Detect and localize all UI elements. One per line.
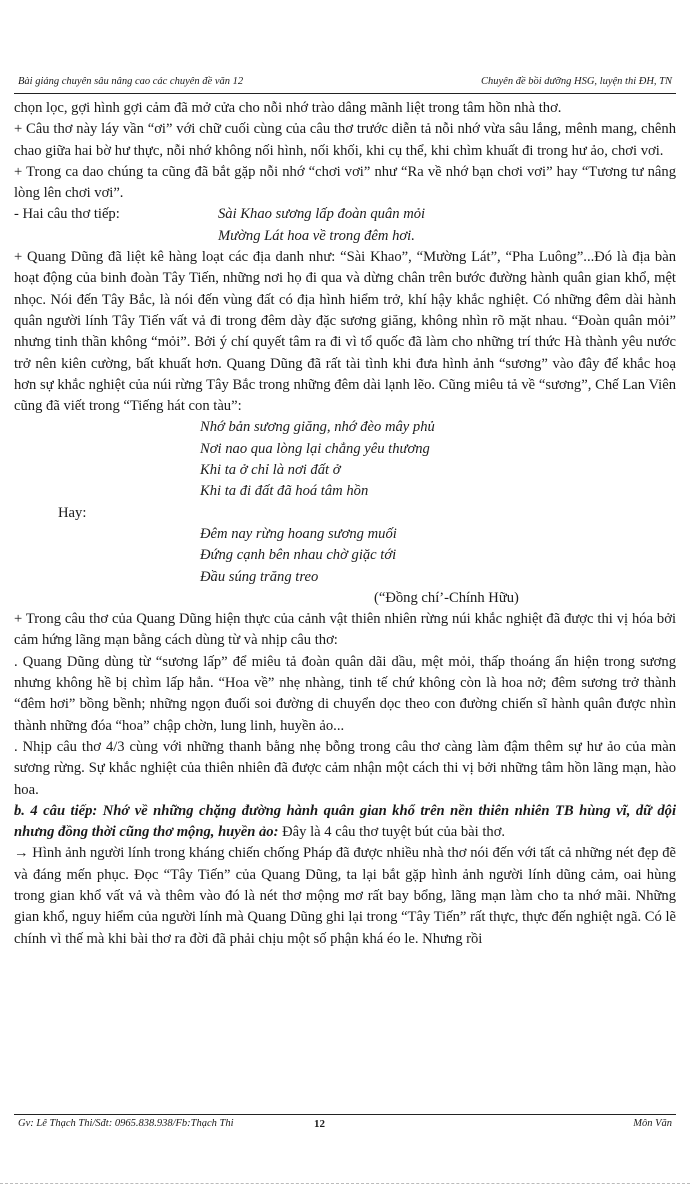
paragraph-1: chọn lọc, gợi hình gợi cảm đã mở cửa cho nỗi nhớ trào dâng mãnh liệt trong tâm hồn nhà thơ. <box>14 100 562 116</box>
poem-a-line-4: Khi ta đi đất đã hoá tâm hồn <box>200 483 369 500</box>
poem-source: (“Đồng chí’-Chính Hữu) <box>374 589 519 606</box>
paragraph-5: + Quang Dũng đã liệt kê hàng loạt các địa danh như: “Sài Khao”, “Mường Lát”, “Pha Luông”...Đó là địa bàn hoạt động của binh đoàn Tây Tiến, những nơi họ đi qua và dừng chân trên bước đường hành quân gian khổ, mệt nhọc. Nói đến Tây Bắc, là nói đến vùng đất có địa hình hiểm trở, khí hậy khắc nghiệt. Có những đêm dài hành quân người lính Tây Tiến vất vả đi trong đêm dày đặc sương giăng, không nhìn rõ mặt nhau. “Đoàn quân mỏi” nhưng tinh thần không “mỏi”. Bởi ý chí quyết tâm ra đi vì tổ quốc đã làm cho những trí thức Hà thành yêu nước trở nên kiên cường, bất khuất hơn. Quang Dũng đã rất tài tình khi đưa hình ảnh “sương” vào đây để khắc hoạ hơn sự khắc nghiệt của núi rừng Tây Bắc trong những đêm dài lạnh lẽo. Cũng miêu tả về “sương”, Chế Lan Viên cũng đã viết trong “Tiếng hát con tàu”: <box>14 249 676 415</box>
hay-label: Hay: <box>58 504 87 521</box>
poem-intro-lead: - Hai câu thơ tiếp: <box>14 206 120 223</box>
page-number: 12 <box>314 1118 325 1130</box>
header-left-title: Bài giảng chuyên sâu nâng cao các chuyên đề văn 12 <box>18 76 244 87</box>
paragraph-8: . Nhịp câu thơ 4/3 cùng với những thanh bằng nhẹ bỗng trong câu thơ càng làm đậm thêm sự hư ảo của màn sương rừng. Sự khắc nghiệt của thiên nhiên đã được cảm nhận một cách thi vị bởi những tâm hồn lãng mạn, hào hoa. <box>14 738 676 798</box>
footer-author: Gv: Lê Thạch Thi/Sđt: 0965.838.938/Fb:Thạch Thi <box>18 1118 234 1129</box>
paragraph-3: + Trong ca dao chúng ta cũng đã bắt gặp nỗi nhớ “chơi vơi” như “Ra về nhớ bạn chơi vơi” hay “Tương tư nâng lòng lên chơi vơi”. <box>14 163 676 202</box>
paragraph-7: . Quang Dũng dùng từ “sương lấp” để miêu tả đoàn quân dãi dầu, mệt mỏi, thấp thoáng ẩn hiện trong sương nhưng không hề bị chìm lấp hẳn. “Hoa về” nhẹ nhàng, tinh tế chứ không còn là hoa nở; đêm sương trở thành “đêm hơi” bồng bềnh; những ngọn đuối soi đường di chuyển dọc theo con đường chiến sĩ hành quân được nhìn thành những đóa “hoa” chập chờn, lung linh, huyền ảo... <box>14 653 676 734</box>
poem-b-line-1: Đêm nay rừng hoang sương muối <box>200 525 397 542</box>
bottom-dashed-edge <box>0 1183 690 1184</box>
paragraph-6: + Trong câu thơ của Quang Dũng hiện thực của cảnh vật thiên nhiên rừng núi khắc nghiệt đã được thi vị hóa bởi cảm hứng lãng mạn bằng cách dùng từ và nhịp câu thơ: <box>14 611 676 649</box>
poem-b-line-2: Đứng cạnh bên nhau chờ giặc tới <box>200 547 397 564</box>
section-b-heading <box>14 801 676 844</box>
paragraph-2: + Câu thơ này láy vần “ơi” với chữ cuối cùng của câu thơ trước diễn tả nỗi nhớ vừa sâu lắng, mênh mang, chênh chao giữa hai bờ hư thực, nỗi nhớ không nối hình, nối khối, khi cụ thể, khi chìm khuất đi trong hư ảo, chơi vơi. <box>14 121 676 159</box>
footer-subject: Môn Văn <box>633 1118 672 1129</box>
poem-quote-line-1: Sài Khao sương lấp đoàn quân mỏi <box>218 206 426 223</box>
poem-intro-line <box>14 204 676 225</box>
poem-a-line-3: Khi ta ở chỉ là nơi đất ở <box>200 462 341 479</box>
poem-a-line-1: Nhớ bản sương giăng, nhớ đèo mây phủ <box>200 419 435 436</box>
section-b-tail: Đây là 4 câu thơ tuyệt bút của bài thơ. <box>278 824 506 841</box>
header-right-title: Chuyên đề bồi dưỡng HSG, luyện thi ĐH, TN <box>481 76 672 87</box>
footer-divider <box>14 1114 676 1115</box>
paragraph-10: → Hình ảnh người lính trong kháng chiến chống Pháp đã được nhiều nhà thơ nói đến với tất cả những nét đẹp đẽ và đáng mến phục. Đọc “Tây Tiến” của Quang Dũng, ta lại bắt gặp hình ảnh người lính dũng cảm, oai hùng trong gian khổ vất vả và thêm vào đó là nét thơ mộng mơ rất bay bổng, lãng mạn làm cho ta nhớ mãi. Những gian khổ, nguy hiểm của người lính mà Quang Dũng ghi lại trong “Tây Tiến” rất thực, thực đến nghiệt ngã. Có lẽ chính vì thế mà khi bài thơ ra đời đã phải chịu một số phận khá éo le. Nhưng rồi <box>14 845 676 947</box>
section-b-title: b. 4 câu tiếp: Nhớ về những chặng đường hành quân gian khổ trên nền thiên nhiên TB hùng vĩ, dữ dội nhưng đồng thời cũng thơ mộng, huyền ảo: <box>14 802 676 841</box>
poem-a-line-2: Nơi nao qua lòng lại chẳng yêu thương <box>200 440 430 457</box>
header-divider <box>14 93 676 94</box>
document-body <box>14 98 676 950</box>
poem-b-line-3: Đầu súng trăng treo <box>200 568 319 585</box>
poem-quote-line-2: Mường Lát hoa về trong đêm hơi. <box>218 227 415 244</box>
